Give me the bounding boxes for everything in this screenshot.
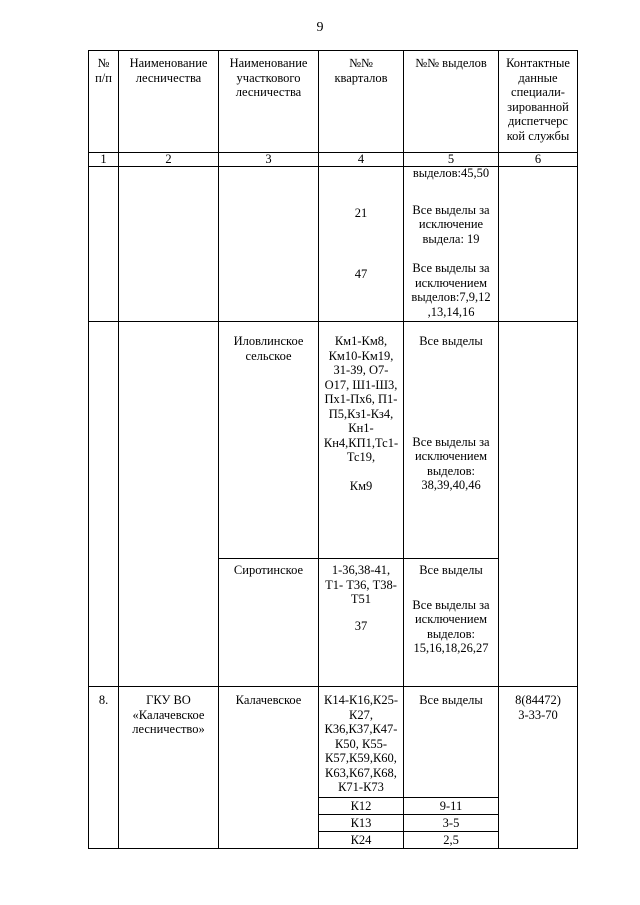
sections-cell [404, 167, 499, 322]
sections-cell: Все выделы [404, 687, 499, 798]
quarters-cell [319, 559, 404, 687]
continuation-row [89, 167, 578, 322]
quarter-value: К13 [319, 814, 404, 831]
forestry-name: ГКУ ВО «Калачевское лесничество» [119, 687, 219, 849]
column-number: 3 [219, 153, 319, 167]
district-name: Иловлинское сельское [219, 322, 319, 559]
quarter-value: К12 [319, 797, 404, 814]
quarter-value: 1-36,38-41, Т1- Т36, Т38- Т51 [325, 563, 397, 606]
forestry-table [88, 50, 578, 849]
sections-value: 9-11 [404, 797, 499, 814]
quarters-cell: К14-К16,К25- К27, К36,К37,К47- К50, К55- К57,К59,К60, К63,К67,К68, К71-К73 [319, 687, 404, 798]
header-quarters: №№ кварталов [319, 51, 404, 153]
row-8 [89, 687, 578, 798]
header-district-forestry: Наименование участкового лесничества [219, 51, 319, 153]
sections-cell [404, 559, 499, 687]
district-name: Калачевское [219, 687, 319, 849]
contact-cell [499, 322, 578, 687]
sections-value: Все выделы за исключением выделов: 38,39,40,46 [412, 434, 490, 492]
sections-value: 3-5 [404, 814, 499, 831]
column-number: 2 [119, 153, 219, 167]
sections-value: выделов:45,50 [412, 166, 490, 180]
contact-cell [499, 167, 578, 322]
number-cell [89, 322, 119, 687]
header-sections: №№ выделов [404, 51, 499, 153]
quarter-value: 47 [354, 266, 368, 281]
column-number: 6 [499, 153, 578, 167]
header-number: № п/п [89, 51, 119, 153]
number-cell [89, 167, 119, 322]
sections-cell [404, 322, 499, 559]
column-number: 4 [319, 153, 404, 167]
quarters-cell [319, 167, 404, 322]
column-number: 1 [89, 153, 119, 167]
quarter-value: 21 [354, 206, 368, 220]
forestry-cell [119, 322, 219, 687]
sections-value: Все выделы [419, 563, 483, 577]
district-cell [219, 167, 319, 322]
header-row [89, 51, 578, 153]
ilovlinskoe-row [89, 322, 578, 559]
quarter-value: Км9 [349, 478, 373, 493]
sections-value: 2,5 [404, 831, 499, 848]
quarter-value: Км1-Км8, Км10-Км19, З1-З9, О7- О17, Ш1-Ш3, Пх1-Пх6, П1- П5,Кз1-Кз4, Кн1- Кн4,КП1,Тс1- Тс19, [323, 334, 399, 464]
column-number: 5 [404, 153, 499, 167]
contact-cell: 8(84472) 3-33-70 [499, 687, 578, 849]
sections-value: Все выделы за исключением выделов: 15,16,18,26,27 [412, 597, 490, 655]
header-forestry: Наименование лесничества [119, 51, 219, 153]
header-contact: Контактные данные специали- зированной диспетчерс кой службы [499, 51, 578, 153]
quarter-value: К24 [319, 831, 404, 848]
number-cell: 8. [89, 687, 119, 849]
sections-value: Все выделы за исключение выдела: 19 [412, 202, 490, 246]
sections-value: Все выделы за исключением выделов:7,9,12 ,13,14,16 [411, 261, 491, 319]
column-number-row [89, 153, 578, 167]
district-name: Сиротинское [219, 559, 319, 687]
quarters-cell [319, 322, 404, 559]
sections-value: Все выделы [419, 334, 483, 348]
forestry-cell [119, 167, 219, 322]
quarter-value: 37 [354, 618, 368, 633]
page-number: 9 [316, 20, 324, 35]
